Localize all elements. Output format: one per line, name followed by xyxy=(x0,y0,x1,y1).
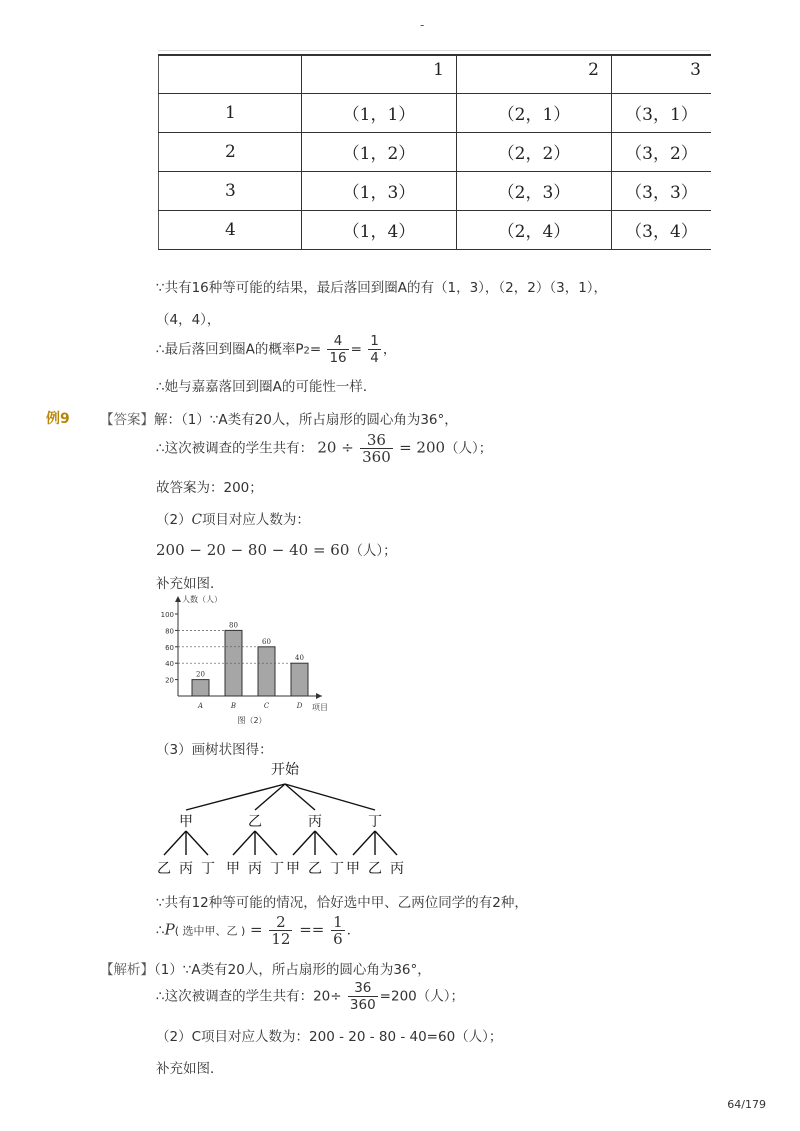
example-number: 例9 xyxy=(46,411,70,427)
y-tick-label: 20 xyxy=(165,676,174,685)
fraction-2-12 xyxy=(269,914,292,947)
answer-line-6: 补充如图． xyxy=(156,576,224,592)
answer-part1: 解：（1）∵A类有20人，所占扇形的圆心角为36°， xyxy=(154,412,458,428)
answer-part2: （2） xyxy=(156,512,192,528)
tree-branch xyxy=(255,831,277,855)
analysis-line-2 xyxy=(156,980,464,1013)
col-header: 2 xyxy=(457,55,612,93)
data-label: 80 xyxy=(229,621,238,630)
answer-total-label: ∴这次被调查的学生共有： xyxy=(156,440,314,457)
prob-subscript: 2 xyxy=(303,345,310,357)
row-header: 4 xyxy=(159,210,302,249)
answer-line-1 xyxy=(100,408,458,428)
answer-eq: = xyxy=(245,920,268,939)
table-cell: （1，4） xyxy=(302,210,457,249)
x-tick-label: A xyxy=(197,702,204,710)
answer-p-subscript: ( 选中甲、乙 ) xyxy=(174,924,246,938)
tree-node-level2: 丙 xyxy=(390,861,404,877)
x-tick-label: D xyxy=(296,702,303,710)
prob-equals: = xyxy=(309,341,322,358)
analysis-line-3: （2）C项目对应人数为：200 - 20 - 80 - 40=60（人）； xyxy=(156,1029,503,1045)
analysis-line-4: 补充如图． xyxy=(156,1061,224,1077)
denominator: 360 xyxy=(349,997,376,1013)
top-rule xyxy=(158,50,710,51)
answer-unit: （人）； xyxy=(349,543,397,559)
table-cell: （3，3） xyxy=(612,171,712,210)
tree-node-level2: 乙 xyxy=(157,861,171,877)
tree-branch xyxy=(186,831,208,855)
x-tick-label: B xyxy=(230,702,237,710)
answer-var-c: C xyxy=(191,512,202,528)
table-cell: （2，2） xyxy=(457,132,612,171)
table-cell: （2，1） xyxy=(457,93,612,132)
header-dash: - xyxy=(420,18,425,32)
table-cell: （1，1） xyxy=(302,93,457,132)
answer-line-3: 故答案为：200； xyxy=(156,480,263,496)
col-header: 1 xyxy=(302,55,457,93)
answer-math-b: = 200 xyxy=(399,438,446,457)
tree-node-level1: 丙 xyxy=(308,814,322,830)
denominator: 16 xyxy=(329,350,347,366)
tree-node-level2: 丁 xyxy=(270,861,284,877)
text-line-results: ∵共有16种等可能的结果，最后落回到圈A的有（1，3），（2，2）（3，1）， xyxy=(156,280,608,296)
answer-math-a: 20 ÷ xyxy=(317,438,354,457)
tree-node-level1: 乙 xyxy=(248,814,262,830)
table-row xyxy=(159,132,712,171)
prob-prefix: ∴最后落回到圈A的概率P xyxy=(156,341,304,358)
answer-line-8: ∵共有12种等可能的情况，恰好选中甲、乙两位同学的有2种， xyxy=(156,895,528,911)
analysis-line-1 xyxy=(100,958,431,978)
tree-branch xyxy=(375,831,397,855)
tree-branch xyxy=(285,784,375,810)
chart-caption: 图（2） xyxy=(237,716,267,725)
table-header-row xyxy=(159,55,712,93)
table-cell: （1，2） xyxy=(302,132,457,171)
numerator: 36 xyxy=(348,980,378,997)
table-cell: （3，2） xyxy=(612,132,712,171)
tree-node-level2: 丙 xyxy=(248,861,262,877)
y-axis-title: 人数（人） xyxy=(182,595,222,604)
tree-node-level2: 甲 xyxy=(286,861,300,877)
prob-equals-2: = xyxy=(350,341,362,358)
analysis-total-label: ∴这次被调查的学生共有：20÷ xyxy=(156,988,342,1005)
answer-line-9 xyxy=(156,914,360,947)
page-number: 64/179 xyxy=(727,1098,766,1111)
row-header: 2 xyxy=(159,132,302,171)
denominator: 4 xyxy=(370,350,379,366)
y-tick-label: 80 xyxy=(165,627,174,636)
numerator: 1 xyxy=(333,913,343,931)
x-tick-label: C xyxy=(263,702,270,710)
row-header: 1 xyxy=(159,93,302,132)
row-header: 3 xyxy=(159,171,302,210)
fraction-4-16 xyxy=(327,333,348,366)
answer-end: ． xyxy=(346,922,361,939)
answer-line-5 xyxy=(156,539,397,559)
tree-node-level1: 甲 xyxy=(179,814,193,830)
tree-node-level2: 甲 xyxy=(346,861,360,877)
data-label: 40 xyxy=(295,654,304,663)
denominator: 360 xyxy=(362,448,391,466)
tree-branch xyxy=(293,831,315,855)
table-cell: （2，3） xyxy=(457,171,612,210)
tree-branch xyxy=(164,831,186,855)
answer-tag: 【答案】 xyxy=(100,412,154,428)
y-tick-label: 100 xyxy=(160,611,174,619)
tree-node-level2: 丙 xyxy=(179,861,193,877)
answer-line-2 xyxy=(156,432,492,465)
fraction-1-6 xyxy=(331,914,345,947)
answer-part2-text: 项目对应人数为： xyxy=(201,512,310,528)
data-label: 20 xyxy=(196,670,205,679)
y-tick-label: 60 xyxy=(165,643,174,652)
table-cell: （3，4） xyxy=(612,210,712,249)
answer-unit: （人）； xyxy=(445,440,493,457)
outcome-table xyxy=(158,54,711,250)
bar xyxy=(291,663,308,696)
denominator: 6 xyxy=(333,930,343,948)
text-line-conclusion: ∴她与嘉嘉落回到圈A的可能性一样． xyxy=(156,379,377,395)
data-label: 60 xyxy=(262,637,271,646)
denominator: 12 xyxy=(271,930,291,948)
tree-diagram xyxy=(150,756,410,882)
analysis-tag: 【解析】 xyxy=(100,962,154,978)
tree-branch xyxy=(233,831,255,855)
table-row xyxy=(159,171,712,210)
tree-root: 开始 xyxy=(271,762,299,778)
text-line-continued: （4，4）， xyxy=(156,312,221,328)
bar xyxy=(258,647,275,696)
table-row xyxy=(159,93,712,132)
tree-node-level2: 丁 xyxy=(201,861,215,877)
table-cell: （1，3） xyxy=(302,171,457,210)
fraction-1-4 xyxy=(368,333,381,366)
answer-therefore: ∴ xyxy=(156,922,165,939)
numerator: 2 xyxy=(269,914,292,931)
x-axis-title: 项目 xyxy=(312,703,328,712)
table-row xyxy=(159,210,712,249)
tree-node-level2: 乙 xyxy=(308,861,322,877)
tree-branch xyxy=(353,831,375,855)
tree-branch xyxy=(315,831,337,855)
tree-node-level2: 丁 xyxy=(330,861,344,877)
numerator: 36 xyxy=(360,432,393,449)
numerator: 1 xyxy=(370,333,379,349)
table-corner-cell xyxy=(159,55,302,93)
fraction-36-360 xyxy=(360,432,393,465)
answer-eq2: == xyxy=(294,920,330,939)
answer-equation: 200 − 20 − 80 − 40 = 60 xyxy=(156,541,350,559)
answer-line-4 xyxy=(156,508,310,528)
fraction-36-360 xyxy=(348,980,378,1013)
answer-var-p: P xyxy=(164,920,175,939)
prob-end: ， xyxy=(382,341,397,358)
analysis-result: =200（人）； xyxy=(379,988,465,1005)
tree-node-level2: 甲 xyxy=(226,861,240,877)
bar xyxy=(192,680,209,696)
y-axis-arrow xyxy=(175,596,181,602)
answer-line-7: （3）画树状图得： xyxy=(156,742,273,758)
table-cell: （3，1） xyxy=(612,93,712,132)
tree-node-level2: 乙 xyxy=(368,861,382,877)
col-header: 3 xyxy=(612,55,712,93)
bar-chart xyxy=(150,592,340,732)
table-cell: （2，4） xyxy=(457,210,612,249)
tree-node-level1: 丁 xyxy=(368,814,382,830)
analysis-part1: （1）∵A类有20人，所占扇形的圆心角为36°， xyxy=(154,962,431,978)
text-line-probability xyxy=(156,333,396,366)
numerator: 4 xyxy=(327,333,348,350)
y-tick-label: 40 xyxy=(165,660,174,669)
x-axis-arrow xyxy=(316,693,322,699)
